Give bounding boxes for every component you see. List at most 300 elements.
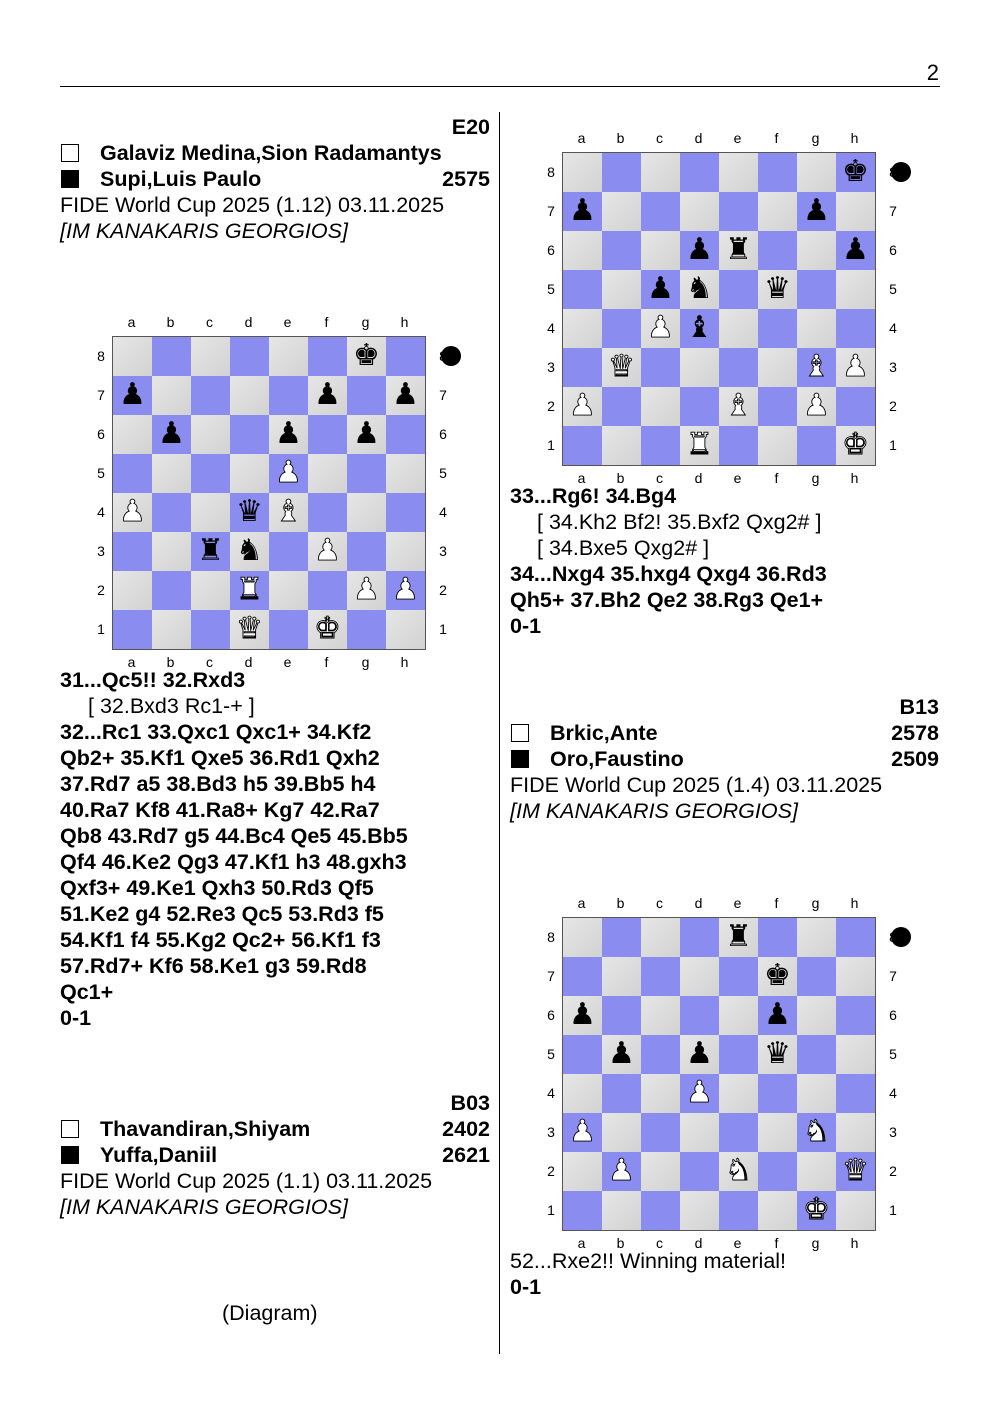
rank-label-right: 6 bbox=[439, 426, 447, 442]
file-label-bottom: e bbox=[283, 654, 292, 670]
square-h3 bbox=[386, 532, 425, 571]
square-d1 bbox=[230, 610, 269, 649]
square-b2 bbox=[602, 387, 641, 426]
variation-text: [ 32.Bxd3 Rc1-+ ] bbox=[88, 694, 255, 718]
square-g5 bbox=[797, 1035, 836, 1074]
square-h8 bbox=[386, 337, 425, 376]
square-d1 bbox=[680, 426, 719, 465]
square-d2 bbox=[680, 1152, 719, 1191]
square-e4 bbox=[719, 1074, 758, 1113]
rank-label-right: 5 bbox=[439, 465, 447, 481]
square-f8 bbox=[308, 337, 347, 376]
square-a8 bbox=[113, 337, 152, 376]
rank-label-left: 1 bbox=[97, 621, 105, 637]
square-a6 bbox=[563, 996, 602, 1035]
square-h8 bbox=[836, 918, 875, 957]
square-c6 bbox=[191, 415, 230, 454]
square-a1 bbox=[563, 426, 602, 465]
square-f5 bbox=[758, 1035, 797, 1074]
rank-label-left: 7 bbox=[547, 203, 555, 219]
black-pawn-icon: ♟ bbox=[275, 416, 302, 451]
game2-event: FIDE World Cup 2025 (1.1) 03.11.2025 bbox=[60, 1169, 433, 1193]
file-label-bottom: c bbox=[656, 1235, 663, 1251]
file-label-top: e bbox=[733, 895, 742, 911]
black-queen-icon: ♛ bbox=[764, 271, 791, 306]
white-rook-icon: ♜ bbox=[686, 427, 713, 462]
square-e3 bbox=[719, 1113, 758, 1152]
white-pawn-icon: ♟ bbox=[119, 494, 146, 529]
chessboard bbox=[112, 336, 426, 650]
square-e3 bbox=[719, 348, 758, 387]
black-pawn-icon: ♟ bbox=[119, 377, 146, 412]
rank-label-right: 7 bbox=[889, 968, 897, 984]
move-text: 54.Kf1 f4 55.Kg2 Qc2+ 56.Kf1 f3 bbox=[60, 928, 381, 952]
game3-eco-code: B13 bbox=[899, 695, 939, 719]
square-h3 bbox=[836, 348, 875, 387]
square-h4 bbox=[836, 309, 875, 348]
square-a7 bbox=[113, 376, 152, 415]
file-label-top: e bbox=[283, 314, 292, 330]
black-bishop-icon: ♝ bbox=[686, 310, 713, 345]
square-h7 bbox=[386, 376, 425, 415]
square-h7 bbox=[836, 192, 875, 231]
square-a3 bbox=[563, 1113, 602, 1152]
rank-label-right: 4 bbox=[889, 1085, 897, 1101]
file-label-top: a bbox=[577, 130, 586, 146]
square-f8 bbox=[758, 918, 797, 957]
square-h7 bbox=[836, 957, 875, 996]
rank-label-left: 1 bbox=[547, 437, 555, 453]
square-g1 bbox=[797, 426, 836, 465]
square-b3 bbox=[602, 1113, 641, 1152]
diagram-placeholder: (Diagram) bbox=[222, 1301, 318, 1325]
rank-label-left: 8 bbox=[547, 929, 555, 945]
square-g8 bbox=[797, 153, 836, 192]
rank-label-left: 4 bbox=[547, 1085, 555, 1101]
file-label-bottom: f bbox=[774, 1235, 779, 1251]
variation-text: [ 34.Kh2 Bf2! 35.Bxf2 Qxg2# ] bbox=[537, 510, 822, 534]
black-knight-icon: ♞ bbox=[686, 271, 713, 306]
black-pawn-icon: ♟ bbox=[686, 1036, 713, 1071]
square-c7 bbox=[191, 376, 230, 415]
square-c4 bbox=[641, 309, 680, 348]
rank-label-left: 6 bbox=[547, 1007, 555, 1023]
black-pawn-icon: ♟ bbox=[392, 377, 419, 412]
square-b6 bbox=[152, 415, 191, 454]
black-queen-icon: ♛ bbox=[236, 494, 263, 529]
square-c5 bbox=[641, 1035, 680, 1074]
square-a5 bbox=[563, 1035, 602, 1074]
square-e6 bbox=[719, 996, 758, 1035]
game2-annotator: [IM KANAKARIS GEORGIOS] bbox=[60, 1195, 348, 1219]
square-h8 bbox=[836, 153, 875, 192]
square-c1 bbox=[641, 426, 680, 465]
square-c7 bbox=[641, 192, 680, 231]
rank-label-left: 6 bbox=[547, 242, 555, 258]
rank-label-left: 7 bbox=[97, 387, 105, 403]
square-h5 bbox=[836, 270, 875, 309]
rank-label-left: 5 bbox=[547, 281, 555, 297]
square-f7 bbox=[308, 376, 347, 415]
white-pawn-icon: ♟ bbox=[275, 455, 302, 490]
file-label-bottom: d bbox=[694, 1235, 703, 1251]
square-a4 bbox=[113, 493, 152, 532]
square-g3 bbox=[797, 1113, 836, 1152]
file-label-bottom: g bbox=[361, 654, 370, 670]
file-label-bottom: b bbox=[166, 654, 175, 670]
square-h2 bbox=[386, 571, 425, 610]
square-b3 bbox=[602, 348, 641, 387]
square-h6 bbox=[836, 996, 875, 1035]
square-e7 bbox=[719, 192, 758, 231]
square-g3 bbox=[797, 348, 836, 387]
file-label-bottom: c bbox=[656, 470, 663, 486]
move-text: Qc1+ bbox=[60, 980, 114, 1004]
square-d5 bbox=[680, 270, 719, 309]
square-e3 bbox=[269, 532, 308, 571]
rank-label-right: 4 bbox=[439, 504, 447, 520]
square-h5 bbox=[386, 454, 425, 493]
square-a1 bbox=[113, 610, 152, 649]
square-d7 bbox=[680, 192, 719, 231]
rank-label-right: 2 bbox=[439, 582, 447, 598]
square-a8 bbox=[563, 918, 602, 957]
square-h2 bbox=[836, 1152, 875, 1191]
page-number: 2 bbox=[926, 60, 939, 85]
move-text: Qb2+ 35.Kf1 Qxe5 36.Rd1 Qxh2 bbox=[60, 746, 380, 770]
black-rook-icon: ♜ bbox=[725, 232, 752, 267]
game1-white-name: Galaviz Medina,Sion Radamantys bbox=[100, 141, 442, 165]
file-label-bottom: a bbox=[577, 470, 586, 486]
square-b8 bbox=[152, 337, 191, 376]
square-f2 bbox=[758, 1152, 797, 1191]
square-c1 bbox=[641, 1191, 680, 1230]
square-f2 bbox=[308, 571, 347, 610]
side-to-move-indicator bbox=[891, 927, 911, 947]
square-g8 bbox=[797, 918, 836, 957]
square-a7 bbox=[563, 192, 602, 231]
square-h1 bbox=[386, 610, 425, 649]
square-h2 bbox=[836, 387, 875, 426]
square-f1 bbox=[758, 1191, 797, 1230]
rank-label-right: 2 bbox=[889, 398, 897, 414]
white-bishop-icon: ♝ bbox=[725, 388, 752, 423]
game1-black-name: Supi,Luis Paulo bbox=[100, 167, 262, 191]
white-pawn-icon: ♟ bbox=[803, 388, 830, 423]
square-d6 bbox=[680, 231, 719, 270]
square-f6 bbox=[308, 415, 347, 454]
white-pawn-icon: ♟ bbox=[608, 1153, 635, 1188]
square-c6 bbox=[641, 231, 680, 270]
square-b1 bbox=[602, 1191, 641, 1230]
square-e6 bbox=[719, 231, 758, 270]
white-queen-icon: ♛ bbox=[236, 611, 263, 646]
square-g7 bbox=[347, 376, 386, 415]
variation-text: [ 34.Bxe5 Qxg2# ] bbox=[537, 536, 710, 560]
square-f5 bbox=[308, 454, 347, 493]
game1-annotator: [IM KANAKARIS GEORGIOS] bbox=[60, 219, 348, 243]
rank-label-right: 2 bbox=[889, 1163, 897, 1179]
square-d6 bbox=[680, 996, 719, 1035]
rank-label-right: 1 bbox=[889, 1202, 897, 1218]
square-h4 bbox=[836, 1074, 875, 1113]
black-pawn-icon: ♟ bbox=[569, 997, 596, 1032]
black-pawn-icon: ♟ bbox=[686, 232, 713, 267]
move-text: Qb8 43.Rd7 g5 44.Bc4 Qe5 45.Bb5 bbox=[60, 824, 408, 848]
move-text: 57.Rd7+ Kf6 58.Ke1 g3 59.Rd8 bbox=[60, 954, 367, 978]
square-g2 bbox=[797, 1152, 836, 1191]
file-label-top: h bbox=[400, 314, 409, 330]
square-c2 bbox=[641, 387, 680, 426]
file-label-top: c bbox=[206, 314, 213, 330]
square-g6 bbox=[347, 415, 386, 454]
square-h3 bbox=[836, 1113, 875, 1152]
square-g5 bbox=[797, 270, 836, 309]
white-pawn-icon: ♟ bbox=[569, 388, 596, 423]
game2-white-elo: 2402 bbox=[442, 1117, 490, 1141]
black-pawn-icon: ♟ bbox=[569, 193, 596, 228]
rank-label-right: 7 bbox=[889, 203, 897, 219]
square-e6 bbox=[269, 415, 308, 454]
game3-annotator: [IM KANAKARIS GEORGIOS] bbox=[510, 799, 798, 823]
game2-black-elo: 2621 bbox=[442, 1143, 490, 1167]
square-c8 bbox=[191, 337, 230, 376]
square-f1 bbox=[758, 426, 797, 465]
square-a7 bbox=[563, 957, 602, 996]
square-d4 bbox=[230, 493, 269, 532]
game3-white-name: Brkic,Ante bbox=[550, 721, 658, 745]
rank-label-right: 4 bbox=[889, 320, 897, 336]
file-label-bottom: d bbox=[244, 654, 253, 670]
rank-label-left: 5 bbox=[547, 1046, 555, 1062]
square-d1 bbox=[680, 1191, 719, 1230]
white-bishop-icon: ♝ bbox=[275, 494, 302, 529]
rank-label-left: 7 bbox=[547, 968, 555, 984]
white-knight-icon: ♞ bbox=[803, 1114, 830, 1149]
square-c3 bbox=[191, 532, 230, 571]
square-e5 bbox=[719, 270, 758, 309]
square-f2 bbox=[758, 387, 797, 426]
game-result: 0-1 bbox=[510, 1275, 542, 1299]
file-label-top: g bbox=[361, 314, 370, 330]
rank-label-left: 2 bbox=[97, 582, 105, 598]
square-h5 bbox=[836, 1035, 875, 1074]
game3-comment: 52...Rxe2!! Winning material! bbox=[510, 1249, 787, 1273]
move-text: 34...Nxg4 35.hxg4 Qxg4 36.Rd3 bbox=[510, 562, 827, 586]
rank-label-right: 3 bbox=[439, 543, 447, 559]
file-label-top: d bbox=[244, 314, 253, 330]
square-a5 bbox=[563, 270, 602, 309]
rank-label-right: 1 bbox=[889, 437, 897, 453]
move-text: Qh5+ 37.Bh2 Qe2 38.Rg3 Qe1+ bbox=[510, 588, 824, 612]
square-e8 bbox=[269, 337, 308, 376]
rank-label-left: 2 bbox=[547, 398, 555, 414]
file-label-bottom: h bbox=[850, 470, 859, 486]
square-d4 bbox=[680, 1074, 719, 1113]
move-text: 51.Ke2 g4 52.Re3 Qc5 53.Rd3 f5 bbox=[60, 902, 384, 926]
file-label-top: h bbox=[850, 895, 859, 911]
rank-label-right: 6 bbox=[889, 242, 897, 258]
white-pawn-icon: ♟ bbox=[569, 1114, 596, 1149]
square-c1 bbox=[191, 610, 230, 649]
square-b8 bbox=[602, 153, 641, 192]
rank-label-right: 7 bbox=[439, 387, 447, 403]
white-king-icon: ♚ bbox=[314, 611, 341, 646]
file-label-bottom: f bbox=[324, 654, 329, 670]
square-a2 bbox=[563, 1152, 602, 1191]
square-h4 bbox=[386, 493, 425, 532]
square-c8 bbox=[641, 153, 680, 192]
square-c6 bbox=[641, 996, 680, 1035]
square-g6 bbox=[797, 231, 836, 270]
rank-label-right: 1 bbox=[439, 621, 447, 637]
square-d3 bbox=[680, 1113, 719, 1152]
white-king-icon: ♚ bbox=[842, 427, 869, 462]
black-pawn-icon: ♟ bbox=[647, 271, 674, 306]
square-c5 bbox=[641, 270, 680, 309]
file-label-bottom: e bbox=[733, 470, 742, 486]
white-player-marker bbox=[61, 144, 79, 162]
chessboard bbox=[562, 917, 876, 1231]
file-label-bottom: d bbox=[694, 470, 703, 486]
column-divider bbox=[499, 112, 500, 1354]
square-f4 bbox=[758, 309, 797, 348]
rank-label-left: 5 bbox=[97, 465, 105, 481]
square-g4 bbox=[797, 1074, 836, 1113]
file-label-top: a bbox=[577, 895, 586, 911]
square-b5 bbox=[152, 454, 191, 493]
square-g3 bbox=[347, 532, 386, 571]
rank-label-left: 3 bbox=[547, 359, 555, 375]
square-f7 bbox=[758, 192, 797, 231]
move-text: Qxf3+ 49.Ke1 Qxh3 50.Rd3 Qf5 bbox=[60, 876, 374, 900]
file-label-top: a bbox=[127, 314, 136, 330]
square-g1 bbox=[797, 1191, 836, 1230]
square-b4 bbox=[152, 493, 191, 532]
square-a6 bbox=[563, 231, 602, 270]
square-b8 bbox=[602, 918, 641, 957]
square-g1 bbox=[347, 610, 386, 649]
square-d3 bbox=[680, 348, 719, 387]
square-b1 bbox=[602, 426, 641, 465]
square-h6 bbox=[836, 231, 875, 270]
square-d7 bbox=[680, 957, 719, 996]
file-label-top: b bbox=[616, 130, 625, 146]
white-pawn-icon: ♟ bbox=[353, 572, 380, 607]
side-to-move-indicator bbox=[891, 162, 911, 182]
square-c3 bbox=[641, 348, 680, 387]
square-b5 bbox=[602, 270, 641, 309]
square-a5 bbox=[113, 454, 152, 493]
black-king-icon: ♚ bbox=[764, 958, 791, 993]
black-pawn-icon: ♟ bbox=[314, 377, 341, 412]
square-h1 bbox=[836, 426, 875, 465]
square-g4 bbox=[347, 493, 386, 532]
square-g5 bbox=[347, 454, 386, 493]
square-b6 bbox=[602, 996, 641, 1035]
white-pawn-icon: ♟ bbox=[842, 349, 869, 384]
move-text: 40.Ra7 Kf8 41.Ra8+ Kg7 42.Ra7 bbox=[60, 798, 380, 822]
square-d2 bbox=[230, 571, 269, 610]
square-g6 bbox=[797, 996, 836, 1035]
square-e1 bbox=[719, 1191, 758, 1230]
square-e1 bbox=[719, 426, 758, 465]
square-e1 bbox=[269, 610, 308, 649]
file-label-top: g bbox=[811, 895, 820, 911]
square-a8 bbox=[563, 153, 602, 192]
rank-label-left: 2 bbox=[547, 1163, 555, 1179]
rank-label-left: 3 bbox=[547, 1124, 555, 1140]
square-d8 bbox=[230, 337, 269, 376]
square-g7 bbox=[797, 957, 836, 996]
white-pawn-icon: ♟ bbox=[392, 572, 419, 607]
square-c7 bbox=[641, 957, 680, 996]
rank-label-right: 5 bbox=[889, 1046, 897, 1062]
square-a2 bbox=[563, 387, 602, 426]
game3-black-elo: 2509 bbox=[891, 747, 939, 771]
square-f3 bbox=[758, 348, 797, 387]
rank-label-right: 3 bbox=[889, 359, 897, 375]
square-f4 bbox=[758, 1074, 797, 1113]
square-f8 bbox=[758, 153, 797, 192]
rank-label-left: 4 bbox=[547, 320, 555, 336]
rank-label-right: 6 bbox=[889, 1007, 897, 1023]
square-f6 bbox=[758, 231, 797, 270]
square-c4 bbox=[641, 1074, 680, 1113]
square-g2 bbox=[347, 571, 386, 610]
black-pawn-icon: ♟ bbox=[608, 1036, 635, 1071]
file-label-bottom: g bbox=[811, 470, 820, 486]
square-b7 bbox=[602, 192, 641, 231]
file-label-bottom: h bbox=[400, 654, 409, 670]
square-d5 bbox=[230, 454, 269, 493]
square-d8 bbox=[680, 153, 719, 192]
move-text: 32...Rc1 33.Qxc1 Qxc1+ 34.Kf2 bbox=[60, 720, 372, 744]
square-b4 bbox=[602, 1074, 641, 1113]
black-king-icon: ♚ bbox=[353, 338, 380, 373]
file-label-top: d bbox=[694, 130, 703, 146]
square-c8 bbox=[641, 918, 680, 957]
rank-label-left: 8 bbox=[547, 164, 555, 180]
game1-black-elo: 2575 bbox=[442, 167, 490, 191]
square-e5 bbox=[269, 454, 308, 493]
black-pawn-icon: ♟ bbox=[353, 416, 380, 451]
side-to-move-indicator bbox=[441, 346, 461, 366]
square-a3 bbox=[563, 348, 602, 387]
game3-white-elo: 2578 bbox=[891, 721, 939, 745]
move-text: 37.Rd7 a5 38.Bd3 h5 39.Bb5 h4 bbox=[60, 772, 376, 796]
game3-black-name: Oro,Faustino bbox=[550, 747, 684, 771]
square-e5 bbox=[719, 1035, 758, 1074]
file-label-bottom: b bbox=[616, 1235, 625, 1251]
white-rook-icon: ♜ bbox=[236, 572, 263, 607]
square-g4 bbox=[797, 309, 836, 348]
square-e7 bbox=[269, 376, 308, 415]
square-e8 bbox=[719, 918, 758, 957]
file-label-bottom: b bbox=[616, 470, 625, 486]
square-d2 bbox=[680, 387, 719, 426]
rank-label-left: 3 bbox=[97, 543, 105, 559]
file-label-bottom: a bbox=[577, 1235, 586, 1251]
black-knight-icon: ♞ bbox=[236, 533, 263, 568]
square-a4 bbox=[563, 1074, 602, 1113]
rank-label-right: 3 bbox=[889, 1124, 897, 1140]
square-e2 bbox=[719, 387, 758, 426]
square-d7 bbox=[230, 376, 269, 415]
rank-label-left: 8 bbox=[97, 348, 105, 364]
black-pawn-icon: ♟ bbox=[158, 416, 185, 451]
file-label-top: d bbox=[694, 895, 703, 911]
